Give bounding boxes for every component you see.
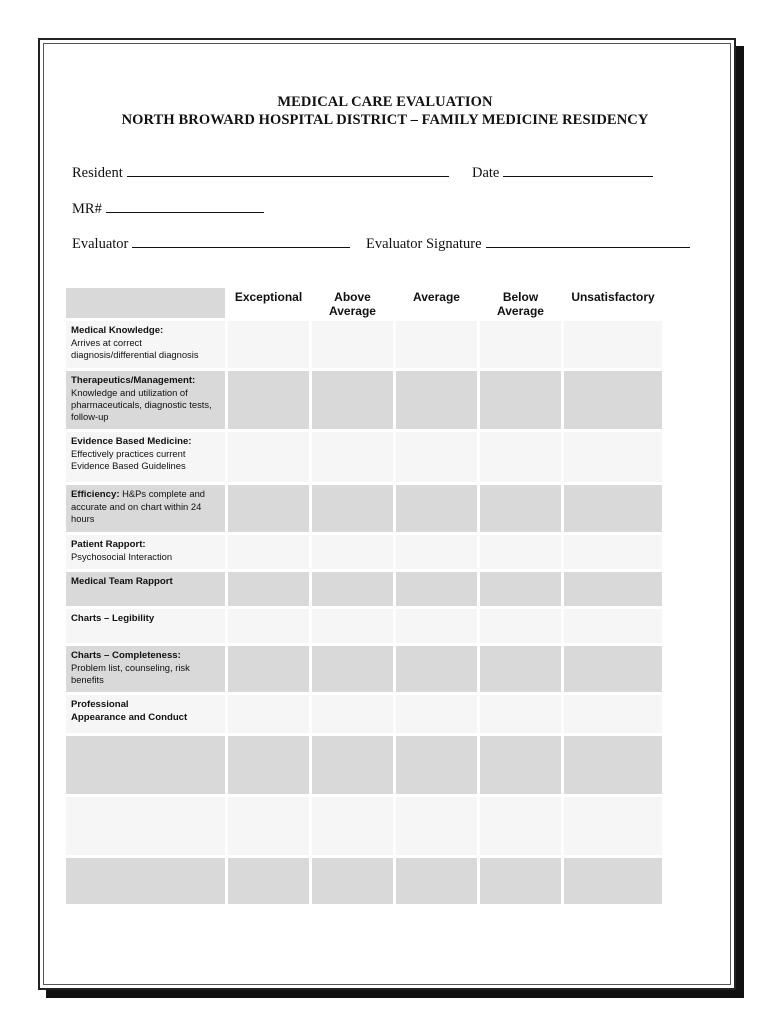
- rating-cell-below-average[interactable]: [480, 572, 561, 606]
- evaluator-signature-label: Evaluator Signature: [366, 236, 482, 252]
- table-row: [66, 858, 662, 904]
- criteria-description: Effectively practices current Evidence Based Guidelines: [71, 448, 186, 471]
- mr-field-row: [72, 200, 264, 218]
- rating-cell-unsatisfactory[interactable]: [564, 572, 662, 606]
- rating-cell-exceptional[interactable]: [228, 485, 309, 532]
- header-blank-cell: [66, 288, 225, 318]
- rating-cell-below-average[interactable]: [480, 432, 561, 482]
- table-row: [66, 485, 662, 532]
- rating-cell-exceptional[interactable]: [228, 797, 309, 855]
- criteria-cell: [66, 432, 225, 482]
- rating-cell-exceptional[interactable]: [228, 609, 309, 643]
- rating-cell-unsatisfactory[interactable]: [564, 485, 662, 532]
- criteria-description: H&Ps complete and accurate and on chart within 24 hours: [71, 488, 205, 524]
- rating-cell-above-average[interactable]: [312, 485, 393, 532]
- evaluation-table: [63, 285, 665, 907]
- resident-label: Resident: [72, 165, 123, 181]
- rating-cell-below-average[interactable]: [480, 321, 561, 368]
- criteria-cell[interactable]: [66, 797, 225, 855]
- date-label: Date: [472, 165, 500, 181]
- criteria-description: Knowledge and utilization of pharmaceuticals, diagnostic tests, follow-up: [71, 387, 212, 422]
- table-row: [66, 535, 662, 569]
- rating-cell-average[interactable]: [396, 572, 477, 606]
- rating-cell-unsatisfactory[interactable]: [564, 609, 662, 643]
- criteria-cell: [66, 535, 225, 569]
- mr-label: MR#: [72, 201, 102, 217]
- form-subtitle: NORTH BROWARD HOSPITAL DISTRICT – FAMILY MEDICINE RESIDENCY: [121, 112, 649, 128]
- criteria-title: Professional: [71, 699, 129, 710]
- rating-cell-below-average[interactable]: [480, 535, 561, 569]
- rating-cell-unsatisfactory[interactable]: [564, 371, 662, 429]
- rating-cell-above-average[interactable]: [312, 535, 393, 569]
- rating-cell-exceptional[interactable]: [228, 321, 309, 368]
- rating-cell-average[interactable]: [396, 432, 477, 482]
- criteria-description: Problem list, counseling, risk benefits: [71, 662, 190, 685]
- criteria-title: Charts – Completeness:: [71, 650, 181, 661]
- column-header-below-average: Below Average: [480, 288, 561, 318]
- rating-cell-above-average[interactable]: [312, 609, 393, 643]
- criteria-cell[interactable]: [66, 858, 225, 904]
- rating-cell-exceptional[interactable]: [228, 535, 309, 569]
- rating-cell-exceptional[interactable]: [228, 432, 309, 482]
- rating-cell-unsatisfactory[interactable]: [564, 797, 662, 855]
- rating-cell-average[interactable]: [396, 736, 477, 794]
- mr-input-line[interactable]: [106, 200, 264, 213]
- rating-cell-unsatisfactory[interactable]: [564, 858, 662, 904]
- evaluator-label: Evaluator: [72, 236, 129, 252]
- rating-cell-below-average[interactable]: [480, 858, 561, 904]
- rating-cell-unsatisfactory[interactable]: [564, 695, 662, 733]
- rating-cell-above-average[interactable]: [312, 695, 393, 733]
- rating-cell-average[interactable]: [396, 797, 477, 855]
- criteria-title: Patient Rapport:: [71, 539, 146, 550]
- rating-cell-unsatisfactory[interactable]: [564, 535, 662, 569]
- rating-cell-unsatisfactory[interactable]: [564, 321, 662, 368]
- evaluator-input-line[interactable]: [132, 235, 350, 248]
- rating-cell-unsatisfactory[interactable]: [564, 646, 662, 692]
- rating-cell-average[interactable]: [396, 485, 477, 532]
- criteria-title: Efficiency:: [71, 489, 120, 500]
- resident-field-row: [72, 164, 449, 182]
- date-input-line[interactable]: [503, 164, 653, 177]
- date-field-row: [472, 164, 653, 182]
- rating-cell-above-average[interactable]: [312, 572, 393, 606]
- criteria-description: Psychosocial Interaction: [71, 551, 173, 562]
- rating-cell-above-average[interactable]: [312, 858, 393, 904]
- evaluator-field-row: [72, 235, 350, 253]
- evaluator-signature-input-line[interactable]: [486, 235, 690, 248]
- table-row: [66, 572, 662, 606]
- rating-cell-average[interactable]: [396, 858, 477, 904]
- criteria-description: Arrives at correct diagnosis/differential diagnosis: [71, 337, 199, 360]
- criteria-cell: [66, 485, 225, 532]
- rating-cell-below-average[interactable]: [480, 797, 561, 855]
- rating-cell-exceptional[interactable]: [228, 695, 309, 733]
- evaluator-signature-field-row: [366, 235, 690, 253]
- criteria-description: Appearance and Conduct: [71, 712, 188, 723]
- table-row: [66, 646, 662, 692]
- table-header-row: [66, 288, 662, 318]
- rating-cell-average[interactable]: [396, 321, 477, 368]
- criteria-cell: [66, 646, 225, 692]
- criteria-title: Therapeutics/Management:: [71, 375, 196, 386]
- rating-cell-unsatisfactory[interactable]: [564, 432, 662, 482]
- rating-cell-exceptional[interactable]: [228, 646, 309, 692]
- rating-cell-above-average[interactable]: [312, 736, 393, 794]
- rating-cell-below-average[interactable]: [480, 646, 561, 692]
- column-header-unsatisfactory: Unsatisfactory: [564, 288, 662, 318]
- rating-cell-below-average[interactable]: [480, 736, 561, 794]
- criteria-cell[interactable]: [66, 736, 225, 794]
- criteria-cell: [66, 371, 225, 429]
- form-title: MEDICAL CARE EVALUATION: [277, 94, 493, 110]
- rating-cell-below-average[interactable]: [480, 609, 561, 643]
- rating-cell-below-average[interactable]: [480, 485, 561, 532]
- column-header-exceptional: Exceptional: [228, 288, 309, 318]
- rating-cell-exceptional[interactable]: [228, 736, 309, 794]
- rating-cell-average[interactable]: [396, 646, 477, 692]
- criteria-cell: [66, 321, 225, 368]
- rating-cell-below-average[interactable]: [480, 695, 561, 733]
- rating-cell-unsatisfactory[interactable]: [564, 736, 662, 794]
- table-row: [66, 371, 662, 429]
- criteria-title: Medical Team Rapport: [71, 576, 173, 587]
- criteria-title: Evidence Based Medicine:: [71, 436, 192, 447]
- table-row: [66, 695, 662, 733]
- table-row: [66, 321, 662, 368]
- rating-cell-exceptional[interactable]: [228, 572, 309, 606]
- table-row: [66, 432, 662, 482]
- rating-cell-average[interactable]: [396, 695, 477, 733]
- column-header-average: Average: [396, 288, 477, 318]
- resident-input-line[interactable]: [127, 164, 449, 177]
- table-row: [66, 797, 662, 855]
- rating-cell-above-average[interactable]: [312, 797, 393, 855]
- table-row: [66, 609, 662, 643]
- criteria-cell: [66, 609, 225, 643]
- criteria-cell: [66, 695, 225, 733]
- criteria-title: Medical Knowledge:: [71, 325, 164, 336]
- rating-cell-above-average[interactable]: [312, 321, 393, 368]
- rating-cell-average[interactable]: [396, 371, 477, 429]
- rating-cell-average[interactable]: [396, 609, 477, 643]
- rating-cell-exceptional[interactable]: [228, 371, 309, 429]
- column-header-above-average: Above Average: [312, 288, 393, 318]
- rating-cell-exceptional[interactable]: [228, 858, 309, 904]
- rating-cell-below-average[interactable]: [480, 371, 561, 429]
- rating-cell-above-average[interactable]: [312, 646, 393, 692]
- table-row: [66, 736, 662, 794]
- rating-cell-above-average[interactable]: [312, 371, 393, 429]
- rating-cell-average[interactable]: [396, 535, 477, 569]
- criteria-cell: [66, 572, 225, 606]
- criteria-title: Charts – Legibility: [71, 613, 155, 624]
- rating-cell-above-average[interactable]: [312, 432, 393, 482]
